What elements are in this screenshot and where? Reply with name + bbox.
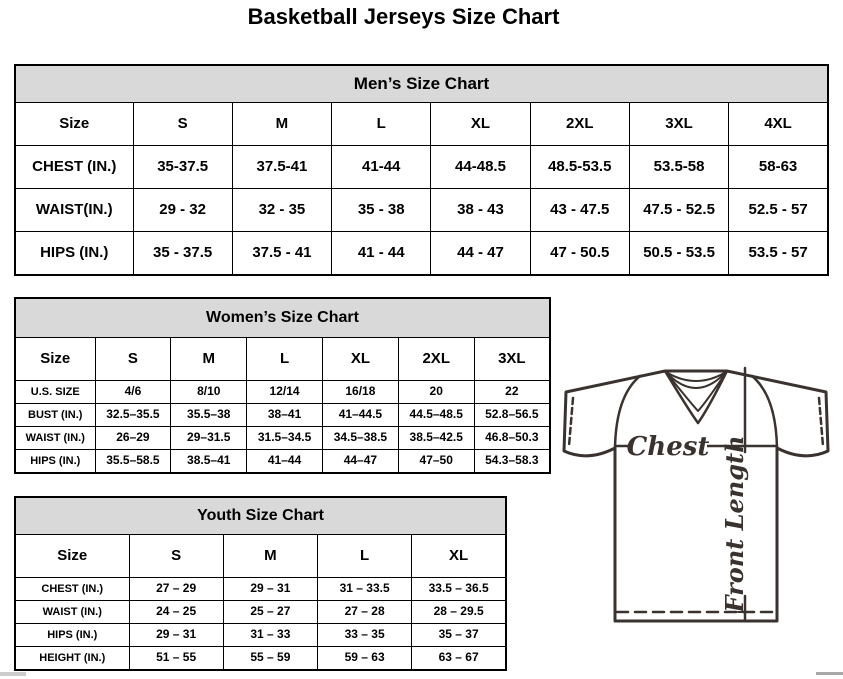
column-header: S xyxy=(129,535,223,578)
row-label: HIPS (IN.) xyxy=(15,624,129,647)
table-row xyxy=(15,404,550,427)
column-header: M xyxy=(232,103,331,146)
size-cell: 16/18 xyxy=(322,381,398,404)
column-header: Size xyxy=(15,338,95,381)
size-cell: 8/10 xyxy=(171,381,247,404)
table-row xyxy=(15,601,506,624)
column-header: M xyxy=(171,338,247,381)
size-cell: 28 – 29.5 xyxy=(412,601,506,624)
size-cell: 38–41 xyxy=(247,404,323,427)
column-header: Size xyxy=(15,103,133,146)
table-row xyxy=(15,381,550,404)
size-cell: 29–31.5 xyxy=(171,427,247,450)
column-header: 2XL xyxy=(398,338,474,381)
size-cell: 29 - 32 xyxy=(133,189,232,232)
size-cell: 46.8–50.3 xyxy=(474,427,550,450)
size-cell: 41–44.5 xyxy=(322,404,398,427)
size-cell: 20 xyxy=(398,381,474,404)
size-cell: 47 - 50.5 xyxy=(530,232,629,276)
size-cell: 48.5-53.5 xyxy=(530,146,629,189)
column-header: 4XL xyxy=(729,103,828,146)
chest-label: Chest xyxy=(626,432,710,462)
size-cell: 44–47 xyxy=(322,450,398,474)
table-title: Youth Size Chart xyxy=(15,497,506,535)
size-cell: 24 – 25 xyxy=(129,601,223,624)
table-row xyxy=(15,450,550,474)
size-cell: 38 - 43 xyxy=(431,189,530,232)
table-row xyxy=(15,624,506,647)
size-cell: 35.5–38 xyxy=(171,404,247,427)
size-cell: 27 – 29 xyxy=(129,578,223,601)
mens-grid xyxy=(14,64,829,276)
size-cell: 32 - 35 xyxy=(232,189,331,232)
size-cell: 25 – 27 xyxy=(223,601,317,624)
size-cell: 44.5–48.5 xyxy=(398,404,474,427)
size-cell: 41–44 xyxy=(247,450,323,474)
column-header: S xyxy=(133,103,232,146)
table-row xyxy=(15,427,550,450)
column-header: L xyxy=(332,103,431,146)
size-cell: 31.5–34.5 xyxy=(247,427,323,450)
size-cell: 27 – 28 xyxy=(318,601,412,624)
column-header: L xyxy=(247,338,323,381)
table-title: Women’s Size Chart xyxy=(15,298,550,338)
size-cell: 53.5 - 57 xyxy=(729,232,828,276)
column-header: 3XL xyxy=(474,338,550,381)
size-cell: 63 – 67 xyxy=(412,647,506,671)
column-header: M xyxy=(223,535,317,578)
size-cell: 35 - 37.5 xyxy=(133,232,232,276)
size-cell: 31 – 33 xyxy=(223,624,317,647)
size-cell: 53.5-58 xyxy=(629,146,728,189)
size-cell: 38.5–41 xyxy=(171,450,247,474)
size-cell: 4/6 xyxy=(95,381,171,404)
row-label: HEIGHT (IN.) xyxy=(15,647,129,671)
size-cell: 22 xyxy=(474,381,550,404)
size-cell: 47–50 xyxy=(398,450,474,474)
womens-size-chart-table xyxy=(14,297,551,474)
page-title: Basketball Jerseys Size Chart xyxy=(247,4,560,29)
size-cell: 29 – 31 xyxy=(129,624,223,647)
table-row xyxy=(15,146,828,189)
size-cell: 33.5 – 36.5 xyxy=(412,578,506,601)
size-cell: 51 – 55 xyxy=(129,647,223,671)
size-cell: 26–29 xyxy=(95,427,171,450)
size-cell: 44 - 47 xyxy=(431,232,530,276)
size-cell: 47.5 - 52.5 xyxy=(629,189,728,232)
size-cell: 55 – 59 xyxy=(223,647,317,671)
row-label: WAIST (IN.) xyxy=(15,601,129,624)
column-header: XL xyxy=(412,535,506,578)
size-cell: 54.3–58.3 xyxy=(474,450,550,474)
table-row xyxy=(15,232,828,276)
jersey-measurement-diagram xyxy=(560,356,836,628)
row-label: HIPS (IN.) xyxy=(15,232,133,276)
size-cell: 41-44 xyxy=(332,146,431,189)
size-cell: 31 – 33.5 xyxy=(318,578,412,601)
row-label: CHEST (IN.) xyxy=(15,146,133,189)
size-cell: 35-37.5 xyxy=(133,146,232,189)
column-header: 3XL xyxy=(629,103,728,146)
size-cell: 52.8–56.5 xyxy=(474,404,550,427)
size-cell: 35 - 38 xyxy=(332,189,431,232)
size-cell: 43 - 47.5 xyxy=(530,189,629,232)
table-row xyxy=(15,189,828,232)
table-row xyxy=(15,578,506,601)
table-row xyxy=(15,647,506,671)
row-label: HIPS (IN.) xyxy=(15,450,95,474)
front-length-label: Front Length xyxy=(720,435,749,613)
size-cell: 50.5 - 53.5 xyxy=(629,232,728,276)
column-header: 2XL xyxy=(530,103,629,146)
size-cell: 44-48.5 xyxy=(431,146,530,189)
size-cell: 38.5–42.5 xyxy=(398,427,474,450)
row-label: U.S. SIZE xyxy=(15,381,95,404)
size-cell: 41 - 44 xyxy=(332,232,431,276)
youth-size-chart-table xyxy=(14,496,507,671)
scrollbar-fragment-right xyxy=(816,672,843,675)
size-cell: 52.5 - 57 xyxy=(729,189,828,232)
size-cell: 59 – 63 xyxy=(318,647,412,671)
column-header: XL xyxy=(431,103,530,146)
column-header: Size xyxy=(15,535,129,578)
column-header: S xyxy=(95,338,171,381)
size-cell: 34.5–38.5 xyxy=(322,427,398,450)
size-cell: 32.5–35.5 xyxy=(95,404,171,427)
row-label: CHEST (IN.) xyxy=(15,578,129,601)
youth-grid xyxy=(14,496,507,671)
scrollbar-fragment-left xyxy=(0,672,26,676)
column-header: L xyxy=(318,535,412,578)
size-cell: 58-63 xyxy=(729,146,828,189)
size-cell: 35 – 37 xyxy=(412,624,506,647)
row-label: BUST (IN.) xyxy=(15,404,95,427)
size-cell: 37.5 - 41 xyxy=(232,232,331,276)
row-label: WAIST(IN.) xyxy=(15,189,133,232)
size-cell: 35.5–58.5 xyxy=(95,450,171,474)
size-cell: 12/14 xyxy=(247,381,323,404)
mens-size-chart-table xyxy=(14,64,829,276)
row-label: WAIST (IN.) xyxy=(15,427,95,450)
column-header: XL xyxy=(322,338,398,381)
womens-grid xyxy=(14,297,551,474)
size-cell: 29 – 31 xyxy=(223,578,317,601)
size-cell: 37.5-41 xyxy=(232,146,331,189)
size-cell: 33 – 35 xyxy=(318,624,412,647)
table-title: Men’s Size Chart xyxy=(15,65,828,103)
